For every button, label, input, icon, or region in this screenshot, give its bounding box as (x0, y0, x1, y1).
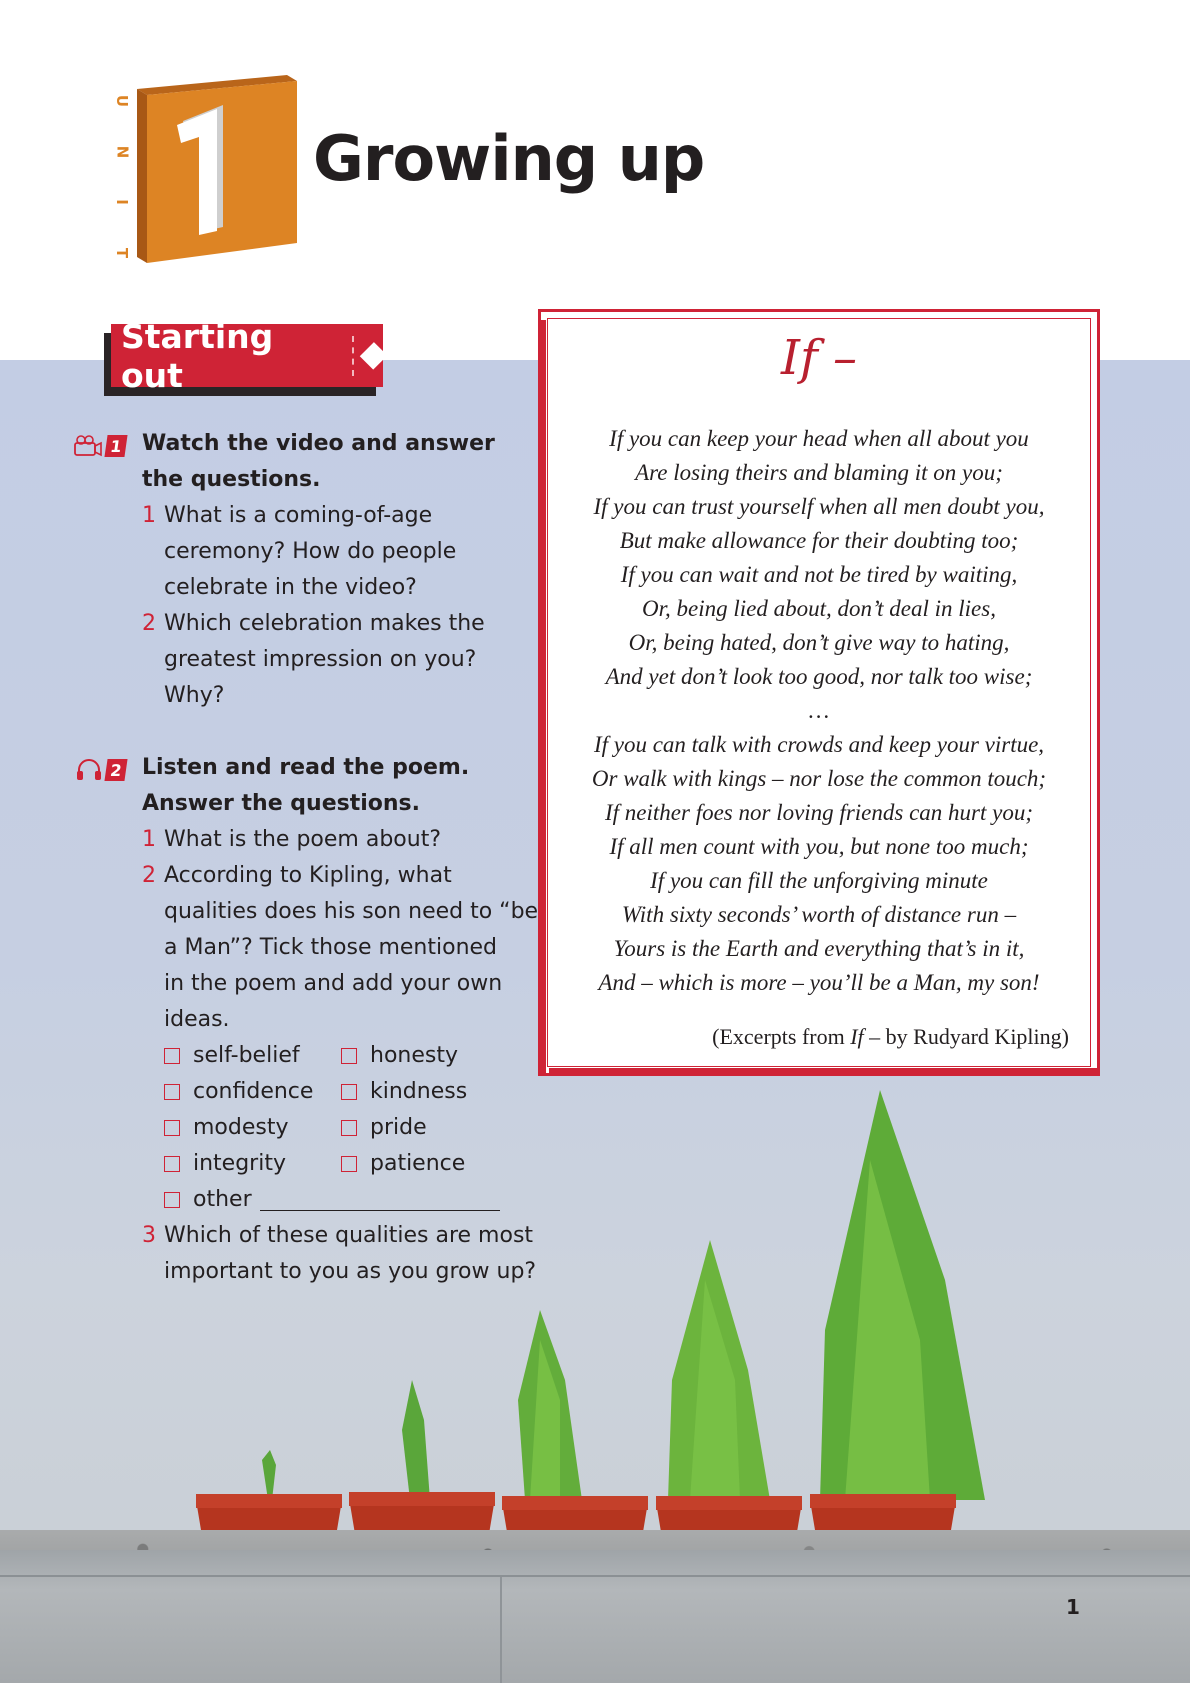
checkbox[interactable] (341, 1084, 357, 1100)
tick-label: kindness (370, 1079, 468, 1104)
tick-label: modesty (193, 1115, 289, 1140)
poem-line: If all men count with you, but none too much; (609, 834, 1029, 859)
question-line: ceremony? How do people (164, 539, 457, 564)
exercise-number: 1 (104, 435, 127, 457)
question-line: What is the poem about? (164, 827, 441, 852)
question-line: greatest impression on you? (164, 647, 477, 672)
question-line: What is a coming-of-age (164, 503, 433, 528)
poem-line: With sixty seconds’ worth of distance run – (621, 902, 1017, 927)
poem-line: Or, being hated, don’t give way to hating, (628, 630, 1010, 655)
question-number: 1 (142, 503, 156, 528)
section-label-text: Starting out (121, 316, 274, 395)
ledge-seam (500, 1577, 502, 1683)
unit-title: Growing up (313, 122, 705, 195)
unit-letter: N (113, 145, 131, 158)
poem-line: If you can fill the unforgiving minute (650, 868, 988, 893)
ledge-edge (0, 1575, 1190, 1577)
tick-label: confidence (193, 1079, 314, 1104)
tick-item[interactable] (341, 1146, 465, 1182)
exercise-heading-line: Listen and read the poem. (142, 755, 470, 780)
poem-line: And – which is more – you’ll be a Man, my son! (598, 970, 1040, 995)
question-line: Which celebration makes the (164, 611, 485, 636)
page-number: 1 (1066, 1595, 1080, 1619)
poem-line: If you can trust yourself when all men doubt you, (593, 494, 1045, 519)
tick-item[interactable] (164, 1074, 313, 1110)
exercise-1-heading (142, 426, 495, 498)
section-label (111, 316, 383, 395)
section-label-divider (352, 336, 354, 376)
exercise-2-question-3 (142, 1218, 537, 1290)
tick-label: patience (370, 1151, 466, 1176)
question-line: According to Kipling, what (164, 863, 452, 888)
checkbox[interactable] (164, 1084, 180, 1100)
exercise-2-markers (76, 759, 126, 781)
exercise-heading-line: Answer the questions. (142, 791, 421, 816)
poem-line: If you can keep your head when all about you (609, 426, 1029, 451)
exercise-2-question-1 (142, 822, 441, 858)
exercise-1-question-1 (142, 498, 457, 606)
poem-line: Are losing theirs and blaming it on you; (635, 460, 1003, 485)
poem-title: If – (781, 330, 857, 386)
question-line: important to you as you grow up? (164, 1259, 537, 1284)
exercise-2-heading (142, 750, 469, 822)
poem-line: If you can talk with crowds and keep your virtue, (593, 732, 1045, 757)
unit-number-block (137, 75, 297, 263)
exercise-number: 2 (104, 759, 127, 781)
poem-source (712, 1024, 1069, 1050)
checkbox[interactable] (164, 1156, 180, 1172)
question-line: a Man”? Tick those mentioned (164, 935, 498, 960)
tick-label: integrity (193, 1151, 286, 1176)
checkbox[interactable] (164, 1192, 180, 1208)
checkbox[interactable] (341, 1048, 357, 1064)
question-line: qualities does his son need to “be (164, 899, 539, 924)
tick-item[interactable] (341, 1074, 467, 1110)
question-line: Why? (164, 683, 225, 708)
video-camera-icon (74, 435, 102, 457)
card-border-bottom (549, 1068, 1099, 1076)
exercise-2-question-2 (142, 858, 539, 1038)
checkbox[interactable] (164, 1120, 180, 1136)
checkbox[interactable] (341, 1156, 357, 1172)
poem-line: But make allowance for their doubting too; (619, 528, 1019, 553)
question-line: celebrate in the video? (164, 575, 417, 600)
tick-label: honesty (370, 1043, 458, 1068)
exercise-heading-line: Watch the video and answer (142, 431, 495, 456)
source-title: If – (850, 1024, 881, 1049)
poem-text (541, 422, 1097, 1000)
concrete-ledge (0, 1550, 1190, 1683)
tick-item[interactable] (164, 1038, 300, 1074)
tick-label: other (193, 1187, 252, 1212)
tick-item[interactable] (341, 1038, 458, 1074)
tick-item[interactable] (164, 1146, 286, 1182)
tick-label: pride (370, 1115, 427, 1140)
source-suffix: by Rudyard Kipling) (880, 1024, 1069, 1049)
question-number: 1 (142, 827, 156, 852)
tick-item[interactable] (164, 1110, 289, 1146)
exercise-heading-line: the questions. (142, 467, 321, 492)
checkbox[interactable] (341, 1120, 357, 1136)
poem-line: If you can wait and not be tired by waiting, (620, 562, 1018, 587)
unit-letter: T (112, 247, 131, 259)
tick-item[interactable] (341, 1110, 427, 1146)
unit-letter: U (113, 94, 131, 108)
tick-item-other[interactable] (164, 1182, 500, 1218)
question-line: in the poem and add your own (164, 971, 503, 996)
question-line: ideas. (164, 1007, 230, 1032)
unit-label (108, 92, 136, 262)
poem-line: If neither foes nor loving friends can hurt you; (605, 800, 1033, 825)
poem-line: Or walk with kings – nor lose the common touch; (591, 766, 1047, 791)
poem-ellipsis: … (808, 698, 830, 723)
exercise-1-markers (74, 435, 126, 457)
exercise-1-question-2 (142, 606, 485, 714)
poem-line: Yours is the Earth and everything that’s in it, (613, 936, 1025, 961)
checkbox[interactable] (164, 1048, 180, 1064)
source-prefix: (Excerpts from (712, 1024, 851, 1049)
question-number: 3 (142, 1223, 156, 1248)
tick-label: self-belief (193, 1043, 300, 1068)
headphones-icon (76, 759, 102, 781)
unit-letter: I (113, 199, 131, 206)
poem-card (538, 309, 1100, 1076)
poem-line: And yet don’t look too good, nor talk too wise; (605, 664, 1033, 689)
poem-line: Or, being lied about, don’t deal in lies, (642, 596, 996, 621)
question-number: 2 (142, 611, 156, 636)
other-answer-line[interactable] (260, 1189, 500, 1211)
question-number: 2 (142, 863, 156, 888)
question-line: Which of these qualities are most (164, 1223, 534, 1248)
